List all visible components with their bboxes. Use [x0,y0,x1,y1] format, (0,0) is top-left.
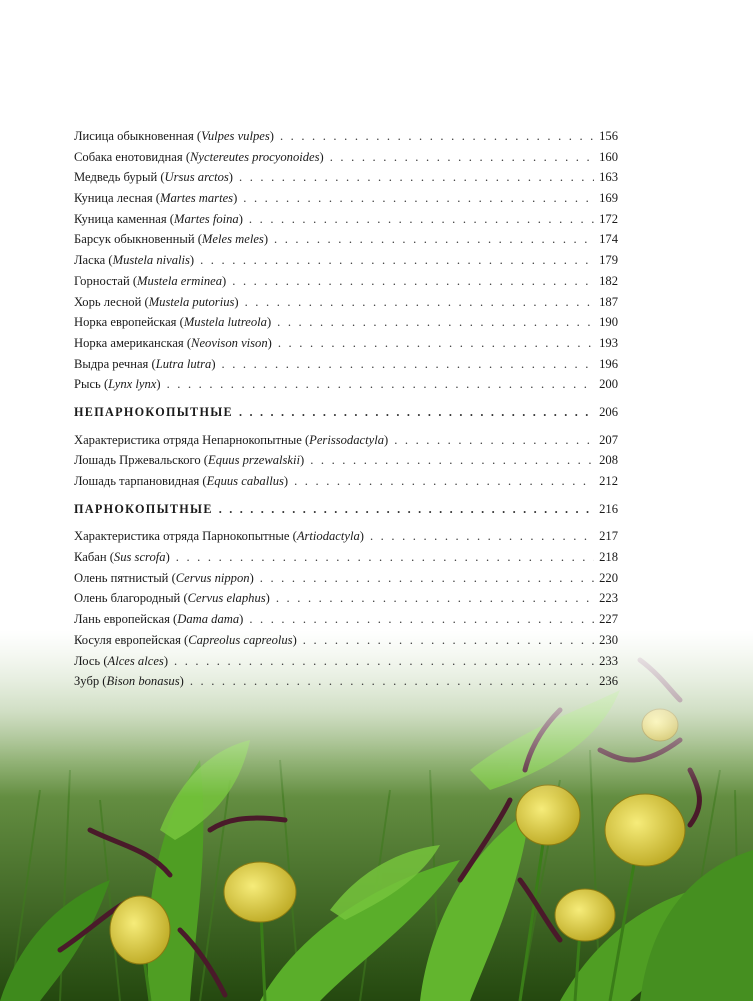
toc-entry[interactable]: Косуля европейская (Capreolus capreolus) . . . 230 [74,630,618,651]
toc-entry[interactable]: Выдра речная (Lutra lutra) . . . 196 [74,354,618,375]
toc-entry[interactable]: Характеристика отряда Парнокопытные (Artiodactyla) . . . 217 [74,526,618,547]
toc-entry[interactable]: Собака енотовидная (Nyctereutes procyonoides) . . . 160 [74,147,618,168]
toc-entry[interactable]: Зубр (Bison bonasus) . . . 236 [74,671,618,692]
section-heading-perissodactyla[interactable]: НЕПАРНОКОПЫТНЫЕ . . . 206 [74,402,618,423]
table-of-contents [74,126,618,692]
toc-entry[interactable]: Лисица обыкновенная (Vulpes vulpes) . . . 156 [74,126,618,147]
toc-entry[interactable]: Кабан (Sus scrofa) . . . 218 [74,547,618,568]
toc-entry[interactable]: Норка европейская (Mustela lutreola) . . . 190 [74,312,618,333]
toc-entry[interactable]: Куница лесная (Martes martes) . . . 169 [74,188,618,209]
toc-entry[interactable]: Хорь лесной (Mustela putorius) . . . 187 [74,292,618,313]
toc-entry[interactable]: Лось (Alces alces) . . . 233 [74,651,618,672]
toc-entry[interactable]: Куница каменная (Martes foina) . . . 172 [74,209,618,230]
toc-entry[interactable]: Медведь бурый (Ursus arctos) . . . 163 [74,167,618,188]
toc-entry[interactable]: Характеристика отряда Непарнокопытные (Perissodactyla) . . . 207 [74,430,618,451]
toc-entry[interactable]: Норка американская (Neovison vison) . . . 193 [74,333,618,354]
toc-entry[interactable]: Лошадь Пржевальского (Equus przewalskii) . . . 208 [74,450,618,471]
toc-entry[interactable]: Рысь (Lynx lynx) . . . 200 [74,374,618,395]
toc-entry[interactable]: Лань европейская (Dama dama) . . . 227 [74,609,618,630]
toc-entry[interactable]: Лошадь тарпановидная (Equus caballus) . . . 212 [74,471,618,492]
toc-entry[interactable]: Барсук обыкновенный (Meles meles) . . . 174 [74,229,618,250]
toc-entry[interactable]: Олень благородный (Cervus elaphus) . . . 223 [74,588,618,609]
toc-entry[interactable]: Ласка (Mustela nivalis) . . . 179 [74,250,618,271]
section-heading-artiodactyla[interactable]: ПАРНОКОПЫТНЫЕ . . . 216 [74,499,618,520]
toc-entry[interactable]: Горностай (Mustela erminea) . . . 182 [74,271,618,292]
toc-entry[interactable]: Олень пятнистый (Cervus nippon) . . . 220 [74,568,618,589]
